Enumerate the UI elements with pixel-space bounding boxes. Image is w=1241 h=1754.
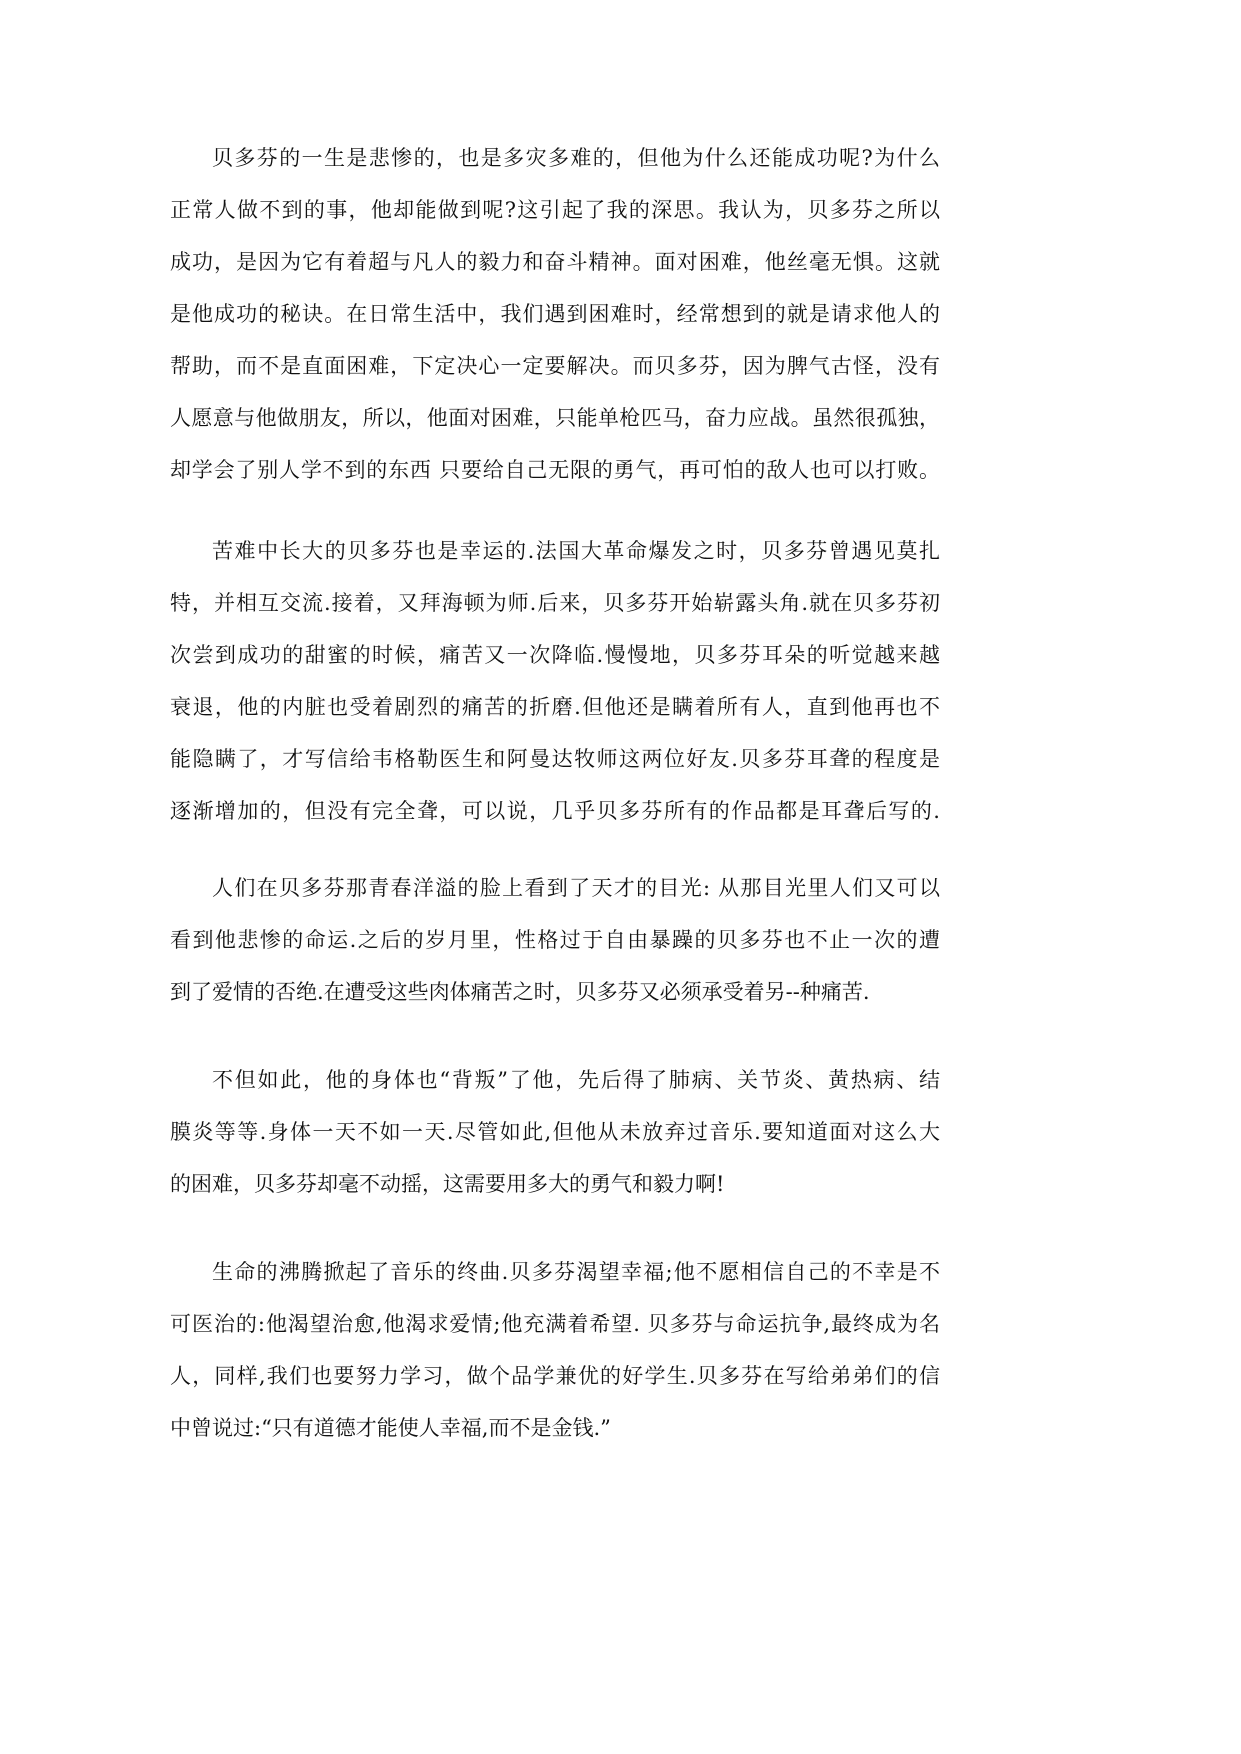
text-line: 正常人做不到的事，他却能做到呢?这引起了我的深思。我认为，贝多芬之所以 [170,198,940,222]
text-line: 人愿意与他做朋友，所以，他面对困难，只能单枪匹马，奋力应战。虽然很孤独， [170,406,940,430]
text-line: 逐渐增加的，但没有完全聋，可以说，几乎贝多芬所有的作品都是耳聋后写的. [170,799,940,823]
text-line: 看到他悲惨的命运.之后的岁月里，性格过于自由暴躁的贝多芬也不止一次的遭 [170,928,940,952]
text-line: 贝多芬的一生是悲惨的，也是多灾多难的，但他为什么还能成功呢?为什么 [212,146,940,170]
paragraph-2 [170,525,940,837]
paragraph-4 [170,1054,940,1210]
paragraph-3 [170,862,940,1018]
text-line: 是他成功的秘诀。在日常生活中，我们遇到困难时，经常想到的就是请求他人的 [170,302,940,326]
text-line: 帮助，而不是直面困难，下定决心一定要解决。而贝多芬，因为脾气古怪，没有 [170,354,940,378]
text-line: 中曾说过:“只有道德才能使人幸福,而不是金钱.” [170,1416,611,1440]
text-line: 成功，是因为它有着超与凡人的毅力和奋斗精神。面对困难，他丝毫无惧。这就 [170,250,940,274]
text-line: 苦难中长大的贝多芬也是幸运的.法国大革命爆发之时，贝多芬曾遇见莫扎 [212,539,940,563]
text-line: 人，同样,我们也要努力学习，做个品学兼优的好学生.贝多芬在写给弟弟们的信 [170,1364,940,1388]
text-line: 能隐瞒了，才写信给韦格勒医生和阿曼达牧师这两位好友.贝多芬耳聋的程度是 [170,747,940,771]
paragraph-1 [170,132,940,496]
text-line: 次尝到成功的甜蜜的时候，痛苦又一次降临.慢慢地，贝多芬耳朵的听觉越来越 [170,643,940,667]
text-line: 衰退，他的内脏也受着剧烈的痛苦的折磨.但他还是瞒着所有人，直到他再也不 [170,695,940,719]
text-line: 的困难，贝多芬却毫不动摇，这需要用多大的勇气和毅力啊! [170,1172,725,1196]
text-line: 生命的沸腾掀起了音乐的终曲.贝多芬渴望幸福;他不愿相信自己的不幸是不 [212,1260,940,1284]
paragraph-5 [170,1246,940,1454]
text-line: 却学会了别人学不到的东西 只要给自己无限的勇气，再可怕的敌人也可以打败。 [170,458,940,482]
text-line: 特，并相互交流.接着，又拜海顿为师.后来，贝多芬开始崭露头角.就在贝多芬初 [170,591,940,615]
text-line: 到了爱情的否绝.在遭受这些肉体痛苦之时，贝多芬又必须承受着另--种痛苦. [170,980,870,1004]
text-line: 膜炎等等.身体一天不如一天.尽管如此,但他从未放弃过音乐.要知道面对这么大 [170,1120,940,1144]
text-line: 人们在贝多芬那青春洋溢的脸上看到了天才的目光: 从那目光里人们又可以 [212,876,940,900]
text-line: 不但如此，他的身体也“背叛”了他，先后得了肺病、关节炎、黄热病、结 [212,1068,940,1092]
text-line: 可医治的:他渴望治愈,他渴求爱情;他充满着希望. 贝多芬与命运抗争,最终成为名 [170,1312,940,1336]
